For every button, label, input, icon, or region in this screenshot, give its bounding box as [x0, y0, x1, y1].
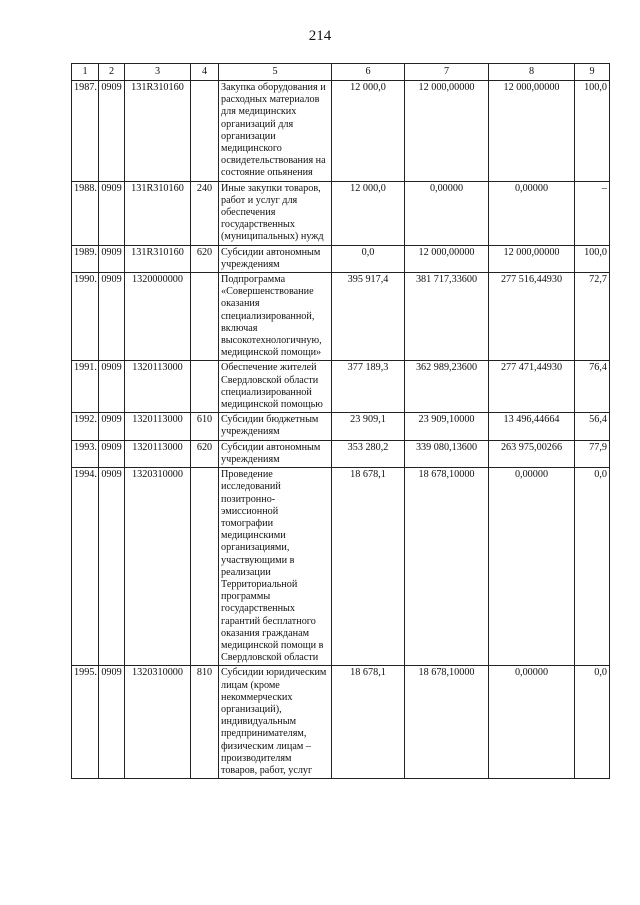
column-header-8: 8: [489, 64, 575, 81]
value-col-7: 18 678,10000: [405, 468, 489, 666]
item-name: Обеспечение жителей Свердловской области специализированной медицинской помощью: [219, 361, 332, 413]
row-number: 1993.: [72, 440, 99, 467]
section-code: 0909: [99, 181, 125, 245]
column-header-1: 1: [72, 64, 99, 81]
table-row: [72, 181, 610, 245]
page-number: 214: [308, 28, 332, 44]
value-col-8: 12 000,00000: [489, 81, 575, 182]
article-code: 1320000000: [125, 273, 191, 361]
value-col-6: 12 000,0: [332, 181, 405, 245]
column-header-2: 2: [99, 64, 125, 81]
article-code: 131R310160: [125, 81, 191, 182]
column-header-7: 7: [405, 64, 489, 81]
value-col-6: 377 189,3: [332, 361, 405, 413]
column-header-4: 4: [191, 64, 219, 81]
value-col-6: 18 678,1: [332, 468, 405, 666]
table-row: [72, 361, 610, 413]
table-row: [72, 273, 610, 361]
value-col-7: 339 080,13600: [405, 440, 489, 467]
value-col-6: 0,0: [332, 245, 405, 272]
article-code: 1320310000: [125, 468, 191, 666]
percent-col-9: 76,4: [575, 361, 610, 413]
row-number: 1989.: [72, 245, 99, 272]
percent-col-9: 0,0: [575, 666, 610, 779]
row-number: 1994.: [72, 468, 99, 666]
row-number: 1987.: [72, 81, 99, 182]
section-code: 0909: [99, 273, 125, 361]
header-row: [72, 64, 610, 81]
value-col-6: 353 280,2: [332, 440, 405, 467]
article-code: 1320113000: [125, 440, 191, 467]
value-col-8: 263 975,00266: [489, 440, 575, 467]
value-col-6: 18 678,1: [332, 666, 405, 779]
row-number: 1990.: [72, 273, 99, 361]
item-name: Субсидии юридическим лицам (кроме некоммерческих организаций), индивидуальным предпринимателям, физическим лицам – производителям товаров, работ, услуг: [219, 666, 332, 779]
column-header-3: 3: [125, 64, 191, 81]
item-name: Иные закупки товаров, работ и услуг для обеспечения государственных (муниципальных) нужд: [219, 181, 332, 245]
percent-col-9: –: [575, 181, 610, 245]
expense-type-code: 240: [191, 181, 219, 245]
item-name: Проведение исследований позитронно-эмиссионной томографии медицинскими организациями, участвующими в реализации Территориальной программы государственных гарантий бесплатного оказания гражданам медицинской помощи в Свердловской области: [219, 468, 332, 666]
expense-type-code: [191, 81, 219, 182]
expense-type-code: 610: [191, 413, 219, 440]
percent-col-9: 0,0: [575, 468, 610, 666]
row-number: 1992.: [72, 413, 99, 440]
value-col-7: 18 678,10000: [405, 666, 489, 779]
value-col-7: 362 989,23600: [405, 361, 489, 413]
row-number: 1988.: [72, 181, 99, 245]
article-code: 1320310000: [125, 666, 191, 779]
value-col-7: 23 909,10000: [405, 413, 489, 440]
value-col-7: 381 717,33600: [405, 273, 489, 361]
item-name: Субсидии автономным учреждениям: [219, 245, 332, 272]
section-code: 0909: [99, 81, 125, 182]
expense-type-code: 810: [191, 666, 219, 779]
column-header-9: 9: [575, 64, 610, 81]
section-code: 0909: [99, 666, 125, 779]
value-col-6: 23 909,1: [332, 413, 405, 440]
article-code: 1320113000: [125, 361, 191, 413]
value-col-8: 13 496,44664: [489, 413, 575, 440]
value-col-8: 12 000,00000: [489, 245, 575, 272]
row-number: 1995.: [72, 666, 99, 779]
value-col-7: 12 000,00000: [405, 245, 489, 272]
value-col-8: 277 471,44930: [489, 361, 575, 413]
percent-col-9: 100,0: [575, 245, 610, 272]
percent-col-9: 77,9: [575, 440, 610, 467]
value-col-8: 0,00000: [489, 181, 575, 245]
value-col-6: 12 000,0: [332, 81, 405, 182]
row-number: 1991.: [72, 361, 99, 413]
article-code: 131R310160: [125, 181, 191, 245]
value-col-8: 0,00000: [489, 468, 575, 666]
section-code: 0909: [99, 245, 125, 272]
section-code: 0909: [99, 440, 125, 467]
item-name: Субсидии автономным учреждениям: [219, 440, 332, 467]
value-col-7: 12 000,00000: [405, 81, 489, 182]
section-code: 0909: [99, 468, 125, 666]
table-row: [72, 245, 610, 272]
value-col-8: 0,00000: [489, 666, 575, 779]
section-code: 0909: [99, 413, 125, 440]
percent-col-9: 100,0: [575, 81, 610, 182]
article-code: 131R310160: [125, 245, 191, 272]
table-body: [72, 81, 610, 779]
value-col-8: 277 516,44930: [489, 273, 575, 361]
table-row: [72, 413, 610, 440]
expense-type-code: [191, 361, 219, 413]
table-row: [72, 440, 610, 467]
item-name: Закупка оборудования и расходных материалов для медицинских организаций для организации медицинского освидетельствования на состояние опьянения: [219, 81, 332, 182]
percent-col-9: 56,4: [575, 413, 610, 440]
table-row: [72, 81, 610, 182]
expense-type-code: 620: [191, 440, 219, 467]
article-code: 1320113000: [125, 413, 191, 440]
item-name: Подпрограмма «Совершенствование оказания специализированной, включая высокотехнологичную, медицинской помощи»: [219, 273, 332, 361]
expense-type-code: 620: [191, 245, 219, 272]
item-name: Субсидии бюджетным учреждениям: [219, 413, 332, 440]
column-header-6: 6: [332, 64, 405, 81]
percent-col-9: 72,7: [575, 273, 610, 361]
table-row: [72, 468, 610, 666]
section-code: 0909: [99, 361, 125, 413]
value-col-7: 0,00000: [405, 181, 489, 245]
value-col-6: 395 917,4: [332, 273, 405, 361]
table-row: [72, 666, 610, 779]
column-header-5: 5: [219, 64, 332, 81]
expense-type-code: [191, 273, 219, 361]
budget-table: [71, 63, 610, 779]
expense-type-code: [191, 468, 219, 666]
